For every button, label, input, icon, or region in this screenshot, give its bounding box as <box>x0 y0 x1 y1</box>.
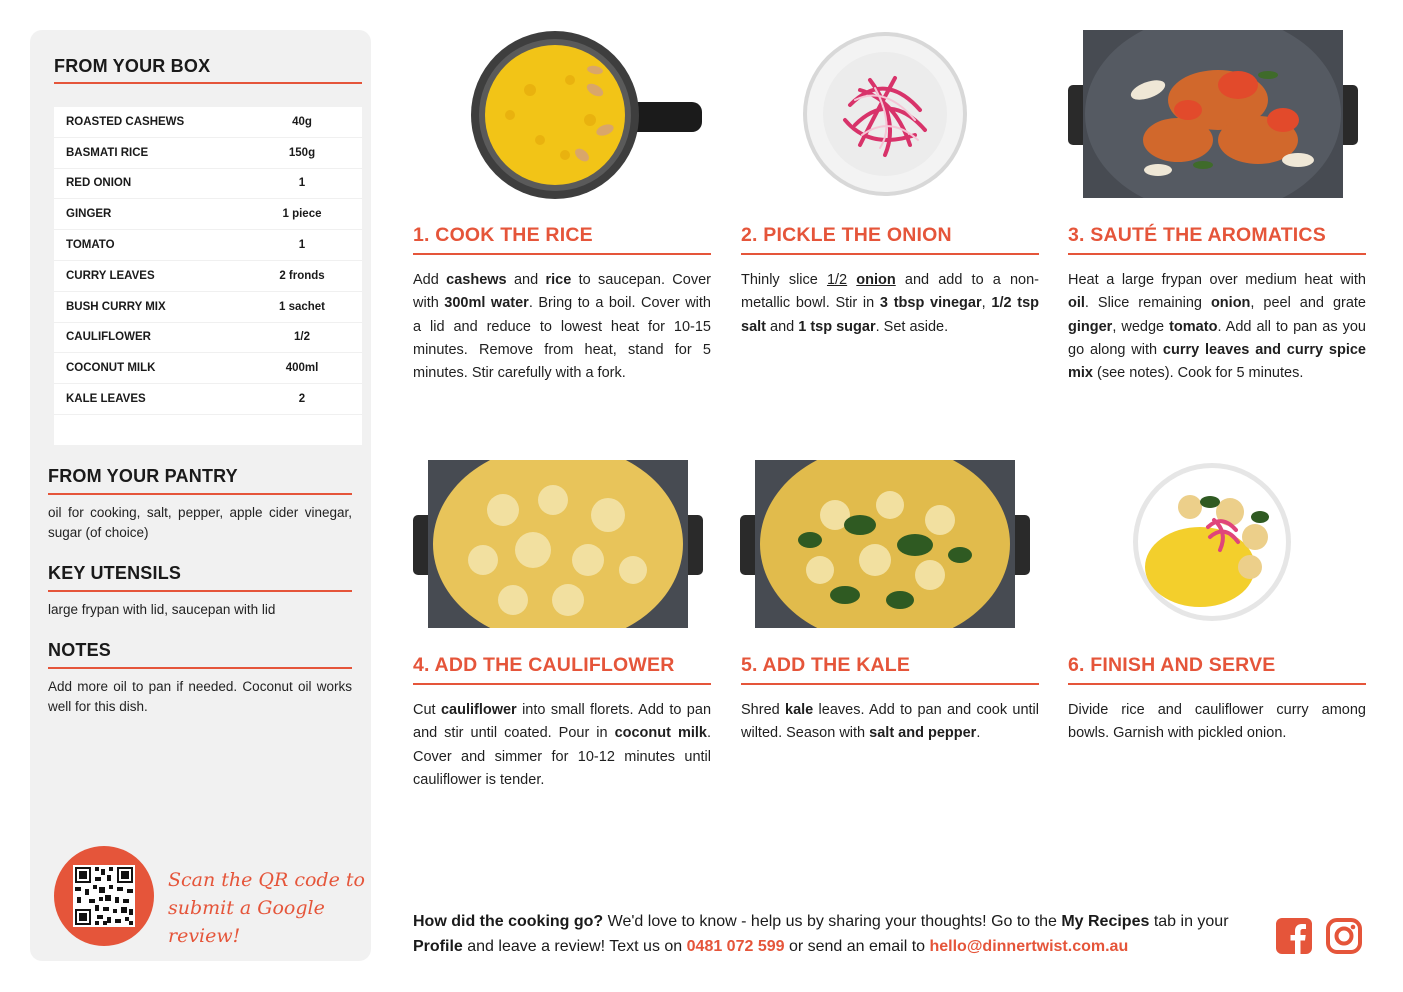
ingredient-name: ROASTED CASHEWS <box>66 115 185 128</box>
qr-code-icon[interactable] <box>73 865 135 927</box>
cauliflower-frypan-image <box>413 460 703 628</box>
utensils-title: KEY UTENSILS <box>48 563 352 592</box>
step-5 <box>741 654 1039 746</box>
pickled-onion-bowl-image <box>800 30 970 200</box>
ingredient-row <box>54 169 362 200</box>
ingredient-qty: 40g <box>292 115 312 128</box>
step-5-title: 5. ADD THE KALE <box>741 654 1039 685</box>
ingredient-qty: 1/2 <box>294 331 310 344</box>
notes-text: Add more oil to pan if needed. Coconut oil works well for this dish. <box>48 679 352 714</box>
qr-text-line1: Scan the QR code to <box>168 869 365 891</box>
ingredients-table <box>54 107 362 445</box>
notes-title: NOTES <box>48 640 352 669</box>
ingredient-qty: 1 <box>298 177 306 190</box>
pantry-title: FROM YOUR PANTRY <box>48 466 352 495</box>
ingredient-qty: 1 sachet <box>278 300 326 313</box>
box-title-rule <box>54 82 362 84</box>
ingredient-row <box>54 230 362 261</box>
qr-review-text <box>168 866 368 950</box>
ingredient-row <box>54 199 362 230</box>
ingredient-qty: 2 <box>298 393 306 406</box>
ingredient-row <box>54 138 362 169</box>
ingredient-name: KALE LEAVES <box>66 393 146 406</box>
step-1 <box>413 224 711 385</box>
facebook-icon[interactable] <box>1276 918 1312 954</box>
ingredient-name: GINGER <box>66 208 112 221</box>
utensils-text: large frypan with lid, saucepan with lid <box>48 602 276 617</box>
step-4-title: 4. ADD THE CAULIFLOWER <box>413 654 711 685</box>
step-6 <box>1068 654 1366 746</box>
ingredient-qty: 1 <box>298 239 306 252</box>
ingredient-name: RED ONION <box>66 177 132 190</box>
ingredient-row <box>54 261 362 292</box>
ingredient-name: BUSH CURRY MIX <box>66 300 166 313</box>
ingredient-qty: 2 fronds <box>279 269 325 282</box>
ingredient-row <box>54 323 362 354</box>
ingredient-name: CAULIFLOWER <box>66 331 151 344</box>
step-2-title: 2. PICKLE THE ONION <box>741 224 1039 255</box>
step-2 <box>741 224 1039 339</box>
qr-text-line2: submit a Google review! <box>168 897 325 947</box>
step-4-text: Cut cauliflower into small florets. Add to pan and stir until coated. Pour in coconut milk. Cover and simmer for 10-12 minutes until cauliflower is tender. <box>413 702 712 788</box>
sidebar <box>30 30 371 961</box>
ingredient-qty: 400ml <box>285 362 319 375</box>
notes-section <box>48 640 352 717</box>
step-1-text: Add cashews and rice to saucepan. Cover with 300ml water. Bring to a boil. Cover with a lid and reduce to lowest heat for 10-15 minutes. Remove from heat, stand for 5 minutes. Stir carefully with a fork. <box>413 272 711 382</box>
ingredient-name: BASMATI RICE <box>66 146 149 159</box>
kale-curry-frypan-image <box>740 460 1030 628</box>
ingredient-qty: 150g <box>288 146 316 159</box>
instagram-icon[interactable] <box>1326 918 1362 954</box>
step-3-title: 3. SAUTÉ THE AROMATICS <box>1068 224 1366 255</box>
ingredient-name: COCONUT MILK <box>66 362 156 375</box>
ingredient-row <box>54 107 362 138</box>
pantry-section <box>48 466 352 543</box>
step-6-title: 6. FINISH AND SERVE <box>1068 654 1366 685</box>
rice-saucepan-image <box>470 30 705 200</box>
ingredient-qty: 1 piece <box>282 208 322 221</box>
step-6-text: Divide rice and cauliflower curry among bowls. Garnish with pickled onion. <box>1068 702 1366 742</box>
ingredient-name: CURRY LEAVES <box>66 269 155 282</box>
ingredient-row <box>54 292 362 323</box>
step-4 <box>413 654 711 792</box>
review-footer-text: How did the cooking go? We'd love to know - help us by sharing your thoughts! Go to the My Recipes tab in your Profile and leave a review! Text us on 0481 072 599 or send an email to hello@dinnertwist.com.au <box>413 913 1229 955</box>
served-bowl-image <box>1130 462 1295 622</box>
step-5-text: Shred kale leaves. Add to pan and cook until wilted. Season with salt and pepper. <box>741 702 1039 742</box>
utensils-section <box>48 563 352 620</box>
ingredient-name: TOMATO <box>66 239 115 252</box>
ingredient-row <box>54 353 362 384</box>
aromatics-frypan-image <box>1068 30 1358 198</box>
pantry-text: oil for cooking, salt, pepper, apple cider vinegar, sugar (of choice) <box>48 505 352 540</box>
step-3-text: Heat a large frypan over medium heat with oil. Slice remaining onion, peel and grate ginger, wedge tomato. Add all to pan as you go along with curry leaves and curry spice mix (see notes). Cook for 5 minutes. <box>1068 272 1366 382</box>
step-2-text: Thinly slice 1/2 onion and add to a non-metallic bowl. Stir in 3 tbsp vinegar, 1/2 tsp salt and 1 tsp sugar. Set aside. <box>741 272 1040 335</box>
qr-code-badge[interactable] <box>54 846 154 946</box>
step-3 <box>1068 224 1366 385</box>
step-1-title: 1. COOK THE RICE <box>413 224 711 255</box>
from-your-box-title: FROM YOUR BOX <box>54 56 211 76</box>
ingredient-row <box>54 384 362 415</box>
